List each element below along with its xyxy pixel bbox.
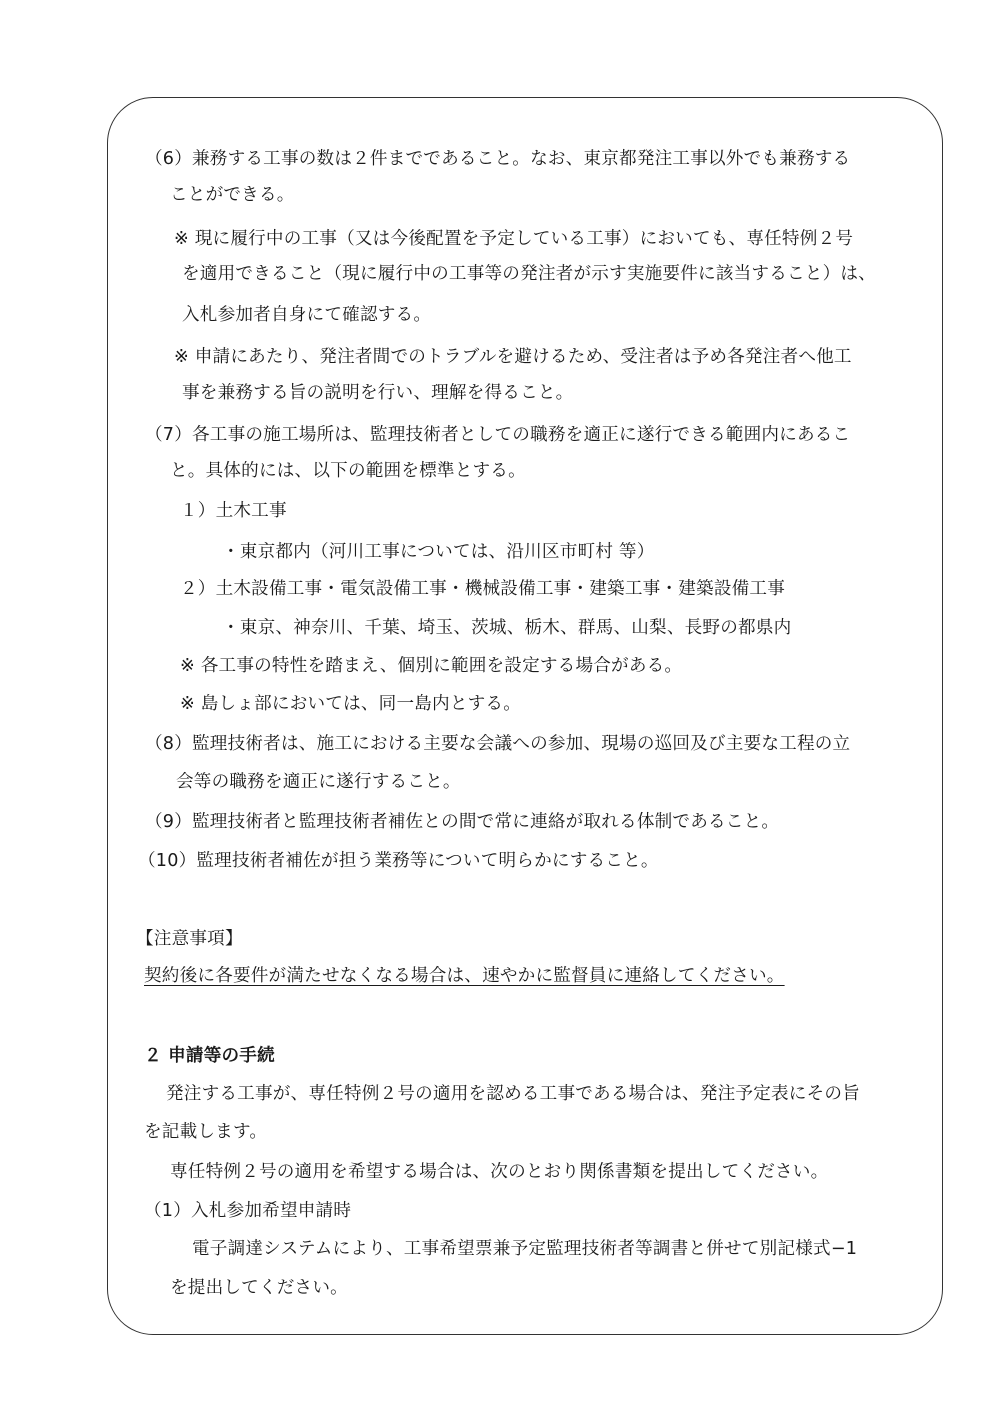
item6-note2-line2: 事を兼務する旨の説明を行い、理解を得ること。 xyxy=(182,383,574,403)
section2-heading: ２ 申請等の手続 xyxy=(144,1046,275,1066)
caution-heading: 【注意事項】 xyxy=(136,929,243,949)
item6-note1-line1: ※ 現に履行中の工事（又は今後配置を予定している工事）においても、専任特例２号 xyxy=(174,229,854,249)
item6-note2-line1: ※ 申請にあたり、発注者間でのトラブルを避けるため、受注者は予め各発注者へ他工 xyxy=(174,347,852,367)
item7-line1: （7）各工事の施工場所は、監理技術者としての職務を適正に遂行できる範囲内にあるこ xyxy=(145,425,851,445)
section2-sub1-line2: を提出してください。 xyxy=(170,1278,348,1298)
item6-line1: （6）兼務する工事の数は２件までであること。なお、東京都発注工事以外でも兼務する xyxy=(145,149,851,169)
section2-sub1-title: （1）入札参加希望申請時 xyxy=(144,1201,352,1221)
item7-note1: ※ 各工事の特性を踏まえ、個別に範囲を設定する場合がある。 xyxy=(180,656,683,676)
item7-sub2-detail: ・東京、神奈川、千葉、埼玉、茨城、栃木、群馬、山梨、長野の都県内 xyxy=(222,618,792,638)
item7-sub1-title: １）土木工事 xyxy=(180,501,287,521)
item7-sub2-title: ２）土木設備工事・電気設備工事・機械設備工事・建築工事・建築設備工事 xyxy=(180,579,785,599)
section2-para1-line1: 発注する工事が、専任特例２号の適用を認める工事である場合は、発注予定表にその旨 xyxy=(166,1084,860,1104)
item8-line2: 会等の職務を適正に遂行すること。 xyxy=(176,772,461,792)
section2-para2: 専任特例２号の適用を希望する場合は、次のとおり関係書類を提出してください。 xyxy=(170,1162,829,1182)
item10: （10）監理技術者補佐が担う業務等について明らかにすること。 xyxy=(138,851,659,871)
item6-note1-line3: 入札参加者自身にて確認する。 xyxy=(182,305,432,325)
item6-line2: ことができる。 xyxy=(170,185,295,205)
item9: （9）監理技術者と監理技術者補佐との間で常に連絡が取れる体制であること。 xyxy=(145,812,780,832)
item6-note1-line2: を適用できること（現に履行中の工事等の発注者が示す実施要件に該当すること）は、 xyxy=(182,264,876,284)
item7-note2: ※ 島しょ部においては、同一島内とする。 xyxy=(180,694,522,714)
item7-line2: と。具体的には、以下の範囲を標準とする。 xyxy=(170,461,526,481)
item7-sub1-detail: ・東京都内（河川工事については、沿川区市町村 等） xyxy=(222,542,655,562)
section2-sub1-line1: 電子調達システムにより、工事希望票兼予定監理技術者等調書と併せて別記様式−1 xyxy=(192,1239,858,1259)
caution-text: 契約後に各要件が満たせなくなる場合は、速やかに監督員に連絡してください。 xyxy=(144,966,785,986)
item8-line1: （8）監理技術者は、施工における主要な会議への参加、現場の巡回及び主要な工程の立 xyxy=(145,734,851,754)
section2-para1-line2: を記載します。 xyxy=(144,1122,268,1142)
